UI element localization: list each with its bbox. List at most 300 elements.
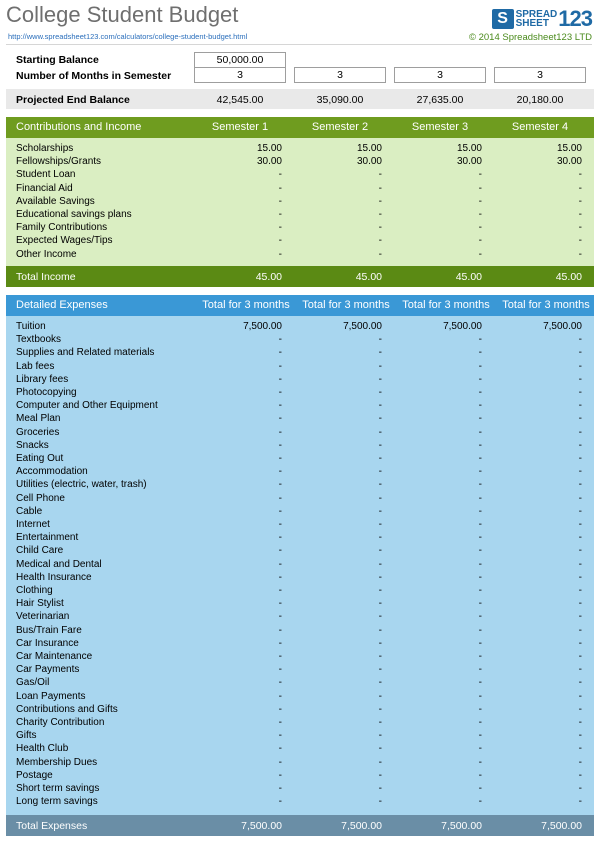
expense-row-value[interactable]: 7,500.00 — [343, 321, 382, 332]
total-income-value: 45.00 — [455, 271, 482, 283]
expense-row-value[interactable]: - — [378, 453, 382, 464]
expense-row-value[interactable]: - — [578, 585, 582, 596]
expense-row-value[interactable]: - — [578, 769, 582, 781]
expense-row-value[interactable]: - — [278, 756, 282, 768]
expense-row-value[interactable]: - — [378, 651, 382, 662]
expense-row — [6, 479, 594, 492]
expense-row-label: Short term savings — [16, 783, 100, 794]
expense-row-value[interactable]: - — [278, 611, 282, 623]
expense-row-value[interactable]: - — [478, 347, 482, 359]
income-row-value[interactable]: - — [478, 169, 482, 181]
expense-row-value[interactable]: - — [278, 651, 282, 662]
expense-row-value[interactable]: - — [578, 796, 582, 808]
income-header-label: Contributions and Income — [16, 121, 142, 133]
expense-row-value[interactable]: - — [278, 479, 282, 491]
expenses-header — [6, 295, 594, 316]
expense-row-label: Medical and Dental — [16, 558, 102, 570]
expense-row-value[interactable]: - — [478, 730, 482, 742]
expense-row-label: Textbooks — [16, 334, 62, 346]
expense-row-value[interactable]: - — [478, 479, 482, 491]
expense-row-value[interactable]: - — [578, 730, 582, 742]
income-row-value[interactable]: - — [578, 195, 582, 207]
expense-row-value[interactable]: - — [378, 505, 382, 517]
page-title: College Student Budget — [6, 2, 239, 27]
income-row-value[interactable]: - — [578, 248, 582, 260]
source-url-link[interactable]: http://www.spreadsheet123.com/calculators/college-student-budget.html — [8, 32, 248, 41]
expense-row-value[interactable]: - — [578, 651, 582, 662]
expense-row — [6, 493, 594, 506]
expense-row-value[interactable]: - — [478, 769, 482, 781]
expense-row-value[interactable]: - — [478, 519, 482, 530]
expense-row-value[interactable]: - — [478, 651, 482, 662]
expense-row-value[interactable]: 7,500.00 — [443, 321, 482, 332]
expense-row-value[interactable]: - — [278, 387, 282, 398]
projected-balance-value: 20,180.00 — [516, 94, 564, 106]
expense-row-value[interactable]: - — [478, 796, 482, 808]
expense-row-value[interactable]: - — [278, 373, 282, 385]
semester-column-header: Semester 4 — [511, 121, 569, 133]
expense-row-value[interactable]: - — [478, 756, 482, 768]
expense-row-value[interactable]: - — [478, 360, 482, 372]
expense-row-label: Gifts — [16, 730, 37, 742]
expense-row — [6, 413, 594, 426]
expense-row-value[interactable]: - — [578, 558, 582, 570]
expense-row-value[interactable]: - — [278, 730, 282, 742]
expense-row-value[interactable]: - — [578, 479, 582, 491]
semester-column-header: Semester 2 — [311, 121, 369, 133]
expense-row — [6, 664, 594, 677]
expense-row — [6, 545, 594, 558]
expense-row-label: Health Club — [16, 743, 69, 755]
period-column-header: Total for 3 months — [502, 299, 590, 311]
income-row-value[interactable]: - — [378, 209, 382, 220]
expense-row — [6, 743, 594, 756]
expense-row-value[interactable]: - — [378, 439, 382, 451]
expense-row-value[interactable]: - — [578, 413, 582, 425]
expense-row-label: Cell Phone — [16, 492, 65, 504]
expense-row — [6, 387, 594, 400]
income-row — [6, 209, 594, 222]
income-row-value[interactable]: - — [278, 182, 282, 194]
months-input-semester-1[interactable]: 3 — [194, 67, 286, 83]
expense-row-value[interactable]: - — [378, 532, 382, 544]
expense-row-value[interactable]: - — [478, 373, 482, 385]
expense-row-label: Car Payments — [16, 664, 80, 676]
expense-row-value[interactable]: 7,500.00 — [543, 321, 582, 332]
expense-row-value[interactable]: - — [478, 611, 482, 623]
expense-row-value[interactable]: - — [478, 598, 482, 610]
income-row-value[interactable]: - — [578, 169, 582, 181]
expense-row-value[interactable]: - — [378, 717, 382, 728]
expense-row-value[interactable]: - — [378, 756, 382, 768]
expense-row-value[interactable]: - — [578, 598, 582, 610]
expense-row-label: Computer and Other Equipment — [16, 400, 158, 412]
expense-row-value[interactable]: - — [478, 677, 482, 689]
expense-row — [6, 519, 594, 532]
logo-mark: S — [492, 9, 514, 29]
expense-row-value[interactable]: - — [278, 664, 282, 676]
expense-row-value[interactable]: - — [478, 703, 482, 715]
expense-row-value[interactable]: - — [578, 492, 582, 504]
expense-row-value[interactable]: - — [278, 717, 282, 728]
income-row-value[interactable]: 30.00 — [256, 156, 282, 168]
expense-row-value[interactable]: - — [378, 426, 382, 438]
expense-row — [6, 361, 594, 374]
expense-row-value[interactable]: - — [478, 413, 482, 425]
expense-row — [6, 506, 594, 519]
expense-row-value[interactable]: - — [378, 373, 382, 385]
expense-row-value[interactable]: - — [478, 690, 482, 702]
starting-balance-input[interactable]: 50,000.00 — [194, 52, 286, 68]
income-row-value[interactable]: - — [578, 222, 582, 234]
expense-row-value[interactable]: - — [578, 360, 582, 372]
expense-row-value[interactable]: - — [378, 545, 382, 557]
expense-row-value[interactable]: - — [578, 611, 582, 623]
period-column-header: Total for 3 months — [302, 299, 390, 311]
expense-row-value[interactable]: - — [278, 624, 282, 636]
income-row-value[interactable]: - — [578, 235, 582, 247]
expense-row-value[interactable]: - — [478, 624, 482, 636]
expense-row-label: Car Insurance — [16, 637, 79, 649]
expense-row-value[interactable]: - — [478, 492, 482, 504]
expense-row-value[interactable]: - — [278, 558, 282, 570]
expense-row-value[interactable]: - — [278, 571, 282, 583]
expense-row-label: Lab fees — [16, 360, 55, 372]
expense-row-value[interactable]: - — [378, 624, 382, 636]
expense-row-value[interactable]: - — [478, 637, 482, 649]
expense-row-value[interactable]: - — [378, 492, 382, 504]
projected-balance-value: 42,545.00 — [216, 94, 264, 106]
income-row-value[interactable]: - — [378, 169, 382, 181]
expense-row — [6, 400, 594, 413]
expense-row-label: Bus/Train Fare — [16, 624, 82, 636]
expense-row-value[interactable]: - — [578, 505, 582, 517]
expense-row-value[interactable]: - — [378, 413, 382, 425]
expense-row-value[interactable]: - — [378, 664, 382, 676]
logo-word-bottom: SHEET — [515, 18, 549, 29]
expense-row-value[interactable]: - — [378, 598, 382, 610]
expense-row — [6, 677, 594, 690]
income-row-value[interactable]: 30.00 — [456, 156, 482, 168]
expense-row-value[interactable]: - — [278, 413, 282, 425]
expense-row-label: Hair Stylist — [16, 598, 64, 610]
expense-row-value[interactable]: - — [378, 479, 382, 491]
income-header — [6, 117, 594, 138]
spreadsheet123-logo — [492, 6, 592, 32]
logo-word-top: SPREAD — [515, 9, 558, 20]
expense-row-value[interactable]: - — [378, 611, 382, 623]
expense-row-value[interactable]: - — [578, 334, 582, 346]
expense-row-label: Loan Payments — [16, 690, 86, 702]
expense-row — [6, 730, 594, 743]
expense-row-value[interactable]: - — [578, 400, 582, 412]
expense-row-value[interactable]: - — [478, 783, 482, 794]
semester-column-header: Semester 1 — [211, 121, 269, 133]
expense-row-value[interactable]: - — [578, 347, 582, 359]
expense-row-value[interactable]: - — [478, 439, 482, 451]
semester-column-header: Semester 3 — [411, 121, 469, 133]
income-row-value[interactable]: - — [378, 222, 382, 234]
income-row-value[interactable]: - — [478, 248, 482, 260]
expense-row-value[interactable]: - — [378, 558, 382, 570]
expense-row-label: Tuition — [16, 321, 46, 332]
expense-row-value[interactable]: - — [478, 400, 482, 412]
expense-row-value[interactable]: - — [278, 466, 282, 478]
income-row-value[interactable]: - — [278, 209, 282, 220]
expense-row-label: Veterinarian — [16, 611, 70, 623]
expense-row-value[interactable]: - — [478, 334, 482, 346]
expense-row — [6, 347, 594, 360]
income-row — [6, 156, 594, 169]
income-row-label: Student Loan — [16, 169, 76, 181]
expense-row-value[interactable]: - — [478, 585, 482, 596]
expense-row-value[interactable]: - — [578, 466, 582, 478]
copyright-text: © 2014 Spreadsheet123 LTD — [468, 32, 592, 43]
expense-row-label: Cable — [16, 505, 43, 517]
income-row-value[interactable]: 15.00 — [256, 143, 282, 154]
income-row-value[interactable]: - — [478, 182, 482, 194]
expense-row-value[interactable]: - — [478, 426, 482, 438]
total-expenses-value: 7,500.00 — [341, 820, 382, 832]
expense-row-label: Accommodation — [16, 466, 88, 478]
expense-row — [6, 651, 594, 664]
expense-row-value[interactable]: - — [578, 637, 582, 649]
expense-row — [6, 704, 594, 717]
expense-row-value[interactable]: - — [378, 783, 382, 794]
months-input-semester-2[interactable]: 3 — [294, 67, 386, 83]
expense-row-label: Membership Dues — [16, 756, 98, 768]
expense-row-value[interactable]: - — [378, 743, 382, 755]
expense-row-label: Long term savings — [16, 796, 98, 808]
expense-row-label: Meal Plan — [16, 413, 61, 425]
expense-row-value[interactable]: - — [278, 545, 282, 557]
expense-row-value[interactable]: - — [278, 426, 282, 438]
expense-row-label: Contributions and Gifts — [16, 703, 118, 715]
months-label: Number of Months in Semester — [16, 70, 172, 82]
expense-row-value[interactable]: - — [578, 387, 582, 398]
expense-row-label: Photocopying — [16, 387, 77, 398]
expense-row-label: Charity Contribution — [16, 717, 105, 728]
expenses-header-label: Detailed Expenses — [16, 299, 108, 311]
expense-row-value[interactable]: - — [478, 717, 482, 728]
expense-row-value[interactable]: - — [278, 783, 282, 794]
expense-row-value[interactable]: - — [478, 743, 482, 755]
expense-row-value[interactable]: - — [478, 466, 482, 478]
expense-row-label: Supplies and Related materials — [16, 347, 155, 359]
expense-row — [6, 334, 594, 347]
expense-row-label: Entertainment — [16, 532, 79, 544]
expense-row-value[interactable]: - — [378, 769, 382, 781]
expense-row-value[interactable]: - — [578, 453, 582, 464]
expense-row-value[interactable]: - — [478, 545, 482, 557]
expense-row-value[interactable]: - — [378, 360, 382, 372]
expense-row-value[interactable]: - — [278, 439, 282, 451]
income-row-value[interactable]: 30.00 — [556, 156, 582, 168]
expense-row-value[interactable]: - — [278, 453, 282, 464]
expense-row-value[interactable]: - — [578, 664, 582, 676]
expense-row — [6, 453, 594, 466]
expense-row-value[interactable]: - — [278, 519, 282, 530]
expense-row-value[interactable]: 7,500.00 — [243, 321, 282, 332]
expense-row-value[interactable]: - — [478, 505, 482, 517]
expense-row-value[interactable]: - — [578, 717, 582, 728]
expense-row-value[interactable]: - — [478, 558, 482, 570]
expense-row-value[interactable]: - — [378, 400, 382, 412]
income-row-value[interactable]: - — [478, 209, 482, 220]
projected-balance-value: 27,635.00 — [416, 94, 464, 106]
expense-row-value[interactable]: - — [278, 703, 282, 715]
total-expenses-label: Total Expenses — [16, 820, 88, 832]
expense-row-value[interactable]: - — [378, 571, 382, 583]
expense-row-value[interactable]: - — [278, 769, 282, 781]
expense-row-value[interactable]: - — [578, 677, 582, 689]
expenses-section — [6, 295, 594, 836]
expense-row-value[interactable]: - — [578, 624, 582, 636]
income-section — [6, 117, 594, 287]
expense-row — [6, 559, 594, 572]
expense-row-value[interactable]: - — [278, 743, 282, 755]
expense-row-value[interactable]: - — [378, 703, 382, 715]
expense-row-value[interactable]: - — [578, 690, 582, 702]
income-row-value[interactable]: - — [378, 235, 382, 247]
logo-wordmark — [516, 10, 558, 28]
expense-row-value[interactable]: - — [278, 347, 282, 359]
income-row-label: Family Contributions — [16, 222, 108, 234]
projected-balance-label: Projected End Balance — [16, 94, 130, 106]
expense-row-value[interactable]: - — [278, 690, 282, 702]
expense-row-value[interactable]: - — [478, 453, 482, 464]
income-row-value[interactable]: - — [578, 182, 582, 194]
income-row-value[interactable]: - — [278, 195, 282, 207]
expense-row-value[interactable]: - — [578, 571, 582, 583]
expense-row — [6, 440, 594, 453]
income-row-value[interactable]: - — [278, 169, 282, 181]
expense-row-value[interactable]: - — [278, 677, 282, 689]
expense-row-value[interactable]: - — [578, 545, 582, 557]
expense-row-value[interactable]: - — [378, 637, 382, 649]
income-row-value[interactable]: 15.00 — [556, 143, 582, 154]
expense-row-label: Eating Out — [16, 453, 64, 464]
income-row-value[interactable]: 15.00 — [456, 143, 482, 154]
income-row-value[interactable]: - — [278, 248, 282, 260]
expense-row — [6, 757, 594, 770]
income-row-value[interactable]: - — [278, 222, 282, 234]
expense-row-value[interactable]: - — [478, 571, 482, 583]
expense-row-value[interactable]: - — [278, 598, 282, 610]
expense-row-value[interactable]: - — [578, 532, 582, 544]
expense-row-value[interactable]: - — [578, 373, 582, 385]
expense-row-value[interactable]: - — [578, 783, 582, 794]
expense-row-value[interactable]: - — [478, 532, 482, 544]
expense-row — [6, 374, 594, 387]
expense-row-value[interactable]: - — [378, 387, 382, 398]
expense-row — [6, 532, 594, 545]
total-income-value: 45.00 — [555, 271, 582, 283]
expense-row-value[interactable]: - — [378, 466, 382, 478]
expense-row-label: Car Maintenance — [16, 651, 93, 662]
expense-row-value[interactable]: - — [578, 426, 582, 438]
expense-row-value[interactable]: - — [278, 585, 282, 596]
expense-row-value[interactable]: - — [578, 743, 582, 755]
expense-row-value[interactable]: - — [278, 505, 282, 517]
expense-row-label: Clothing — [16, 585, 53, 596]
expense-row — [6, 783, 594, 796]
expense-row-value[interactable]: - — [578, 439, 582, 451]
period-column-header: Total for 3 months — [402, 299, 490, 311]
income-row — [6, 143, 594, 156]
expense-row-value[interactable]: - — [378, 585, 382, 596]
expense-row-value[interactable]: - — [578, 519, 582, 530]
expense-row-label: Utilities (electric, water, trash) — [16, 479, 147, 491]
income-row-value[interactable]: - — [578, 209, 582, 220]
total-income-label: Total Income — [16, 271, 76, 283]
months-input-semester-3[interactable]: 3 — [394, 67, 486, 83]
income-row-value[interactable]: - — [278, 235, 282, 247]
logo-number: 123 — [558, 6, 592, 31]
income-row-value[interactable]: 30.00 — [356, 156, 382, 168]
expense-row-value[interactable]: - — [378, 334, 382, 346]
expense-row-value[interactable]: - — [278, 637, 282, 649]
expense-row-value[interactable]: - — [278, 492, 282, 504]
expense-row-value[interactable]: - — [378, 796, 382, 808]
income-row-label: Financial Aid — [16, 182, 73, 194]
expense-row-value[interactable]: - — [578, 756, 582, 768]
expense-row — [6, 796, 594, 809]
income-row-value[interactable]: 15.00 — [356, 143, 382, 154]
starting-balance-label: Starting Balance — [16, 54, 99, 66]
expense-row-value[interactable]: - — [478, 387, 482, 398]
expense-row-value[interactable]: - — [378, 677, 382, 689]
income-row — [6, 196, 594, 209]
expense-row-value[interactable]: - — [278, 360, 282, 372]
expense-row-value[interactable]: - — [278, 400, 282, 412]
expense-row-value[interactable]: - — [378, 347, 382, 359]
expense-row-value[interactable]: - — [378, 519, 382, 530]
period-column-header: Total for 3 months — [202, 299, 290, 311]
expense-row-value[interactable]: - — [378, 690, 382, 702]
expense-row — [6, 585, 594, 598]
expense-row — [6, 691, 594, 704]
expense-row-label: Library fees — [16, 373, 69, 385]
income-row — [6, 235, 594, 248]
expense-row — [6, 611, 594, 624]
expense-row-label: Gas/Oil — [16, 677, 50, 689]
expense-row-label: Internet — [16, 519, 50, 530]
income-row-value[interactable]: - — [478, 222, 482, 234]
expense-row-value[interactable]: - — [278, 532, 282, 544]
expense-row-value[interactable]: - — [278, 796, 282, 808]
expense-row-value[interactable]: - — [378, 730, 382, 742]
income-row-value[interactable]: - — [378, 248, 382, 260]
income-row-value[interactable]: - — [378, 182, 382, 194]
expense-row-label: Health Insurance — [16, 571, 92, 583]
expense-row-value[interactable]: - — [478, 664, 482, 676]
total-income-row — [6, 266, 594, 287]
total-expenses-value: 7,500.00 — [441, 820, 482, 832]
expense-row — [6, 638, 594, 651]
income-row-label: Fellowships/Grants — [16, 156, 102, 168]
expense-row-value[interactable]: - — [278, 334, 282, 346]
income-row-label: Available Savings — [16, 195, 95, 207]
income-row-value[interactable]: - — [478, 235, 482, 247]
months-input-semester-4[interactable]: 3 — [494, 67, 586, 83]
income-row — [6, 169, 594, 182]
expense-row-label: Snacks — [16, 439, 49, 451]
income-row-value[interactable]: - — [478, 195, 482, 207]
expense-row-value[interactable]: - — [578, 703, 582, 715]
income-row-value[interactable]: - — [378, 195, 382, 207]
expense-row — [6, 598, 594, 611]
